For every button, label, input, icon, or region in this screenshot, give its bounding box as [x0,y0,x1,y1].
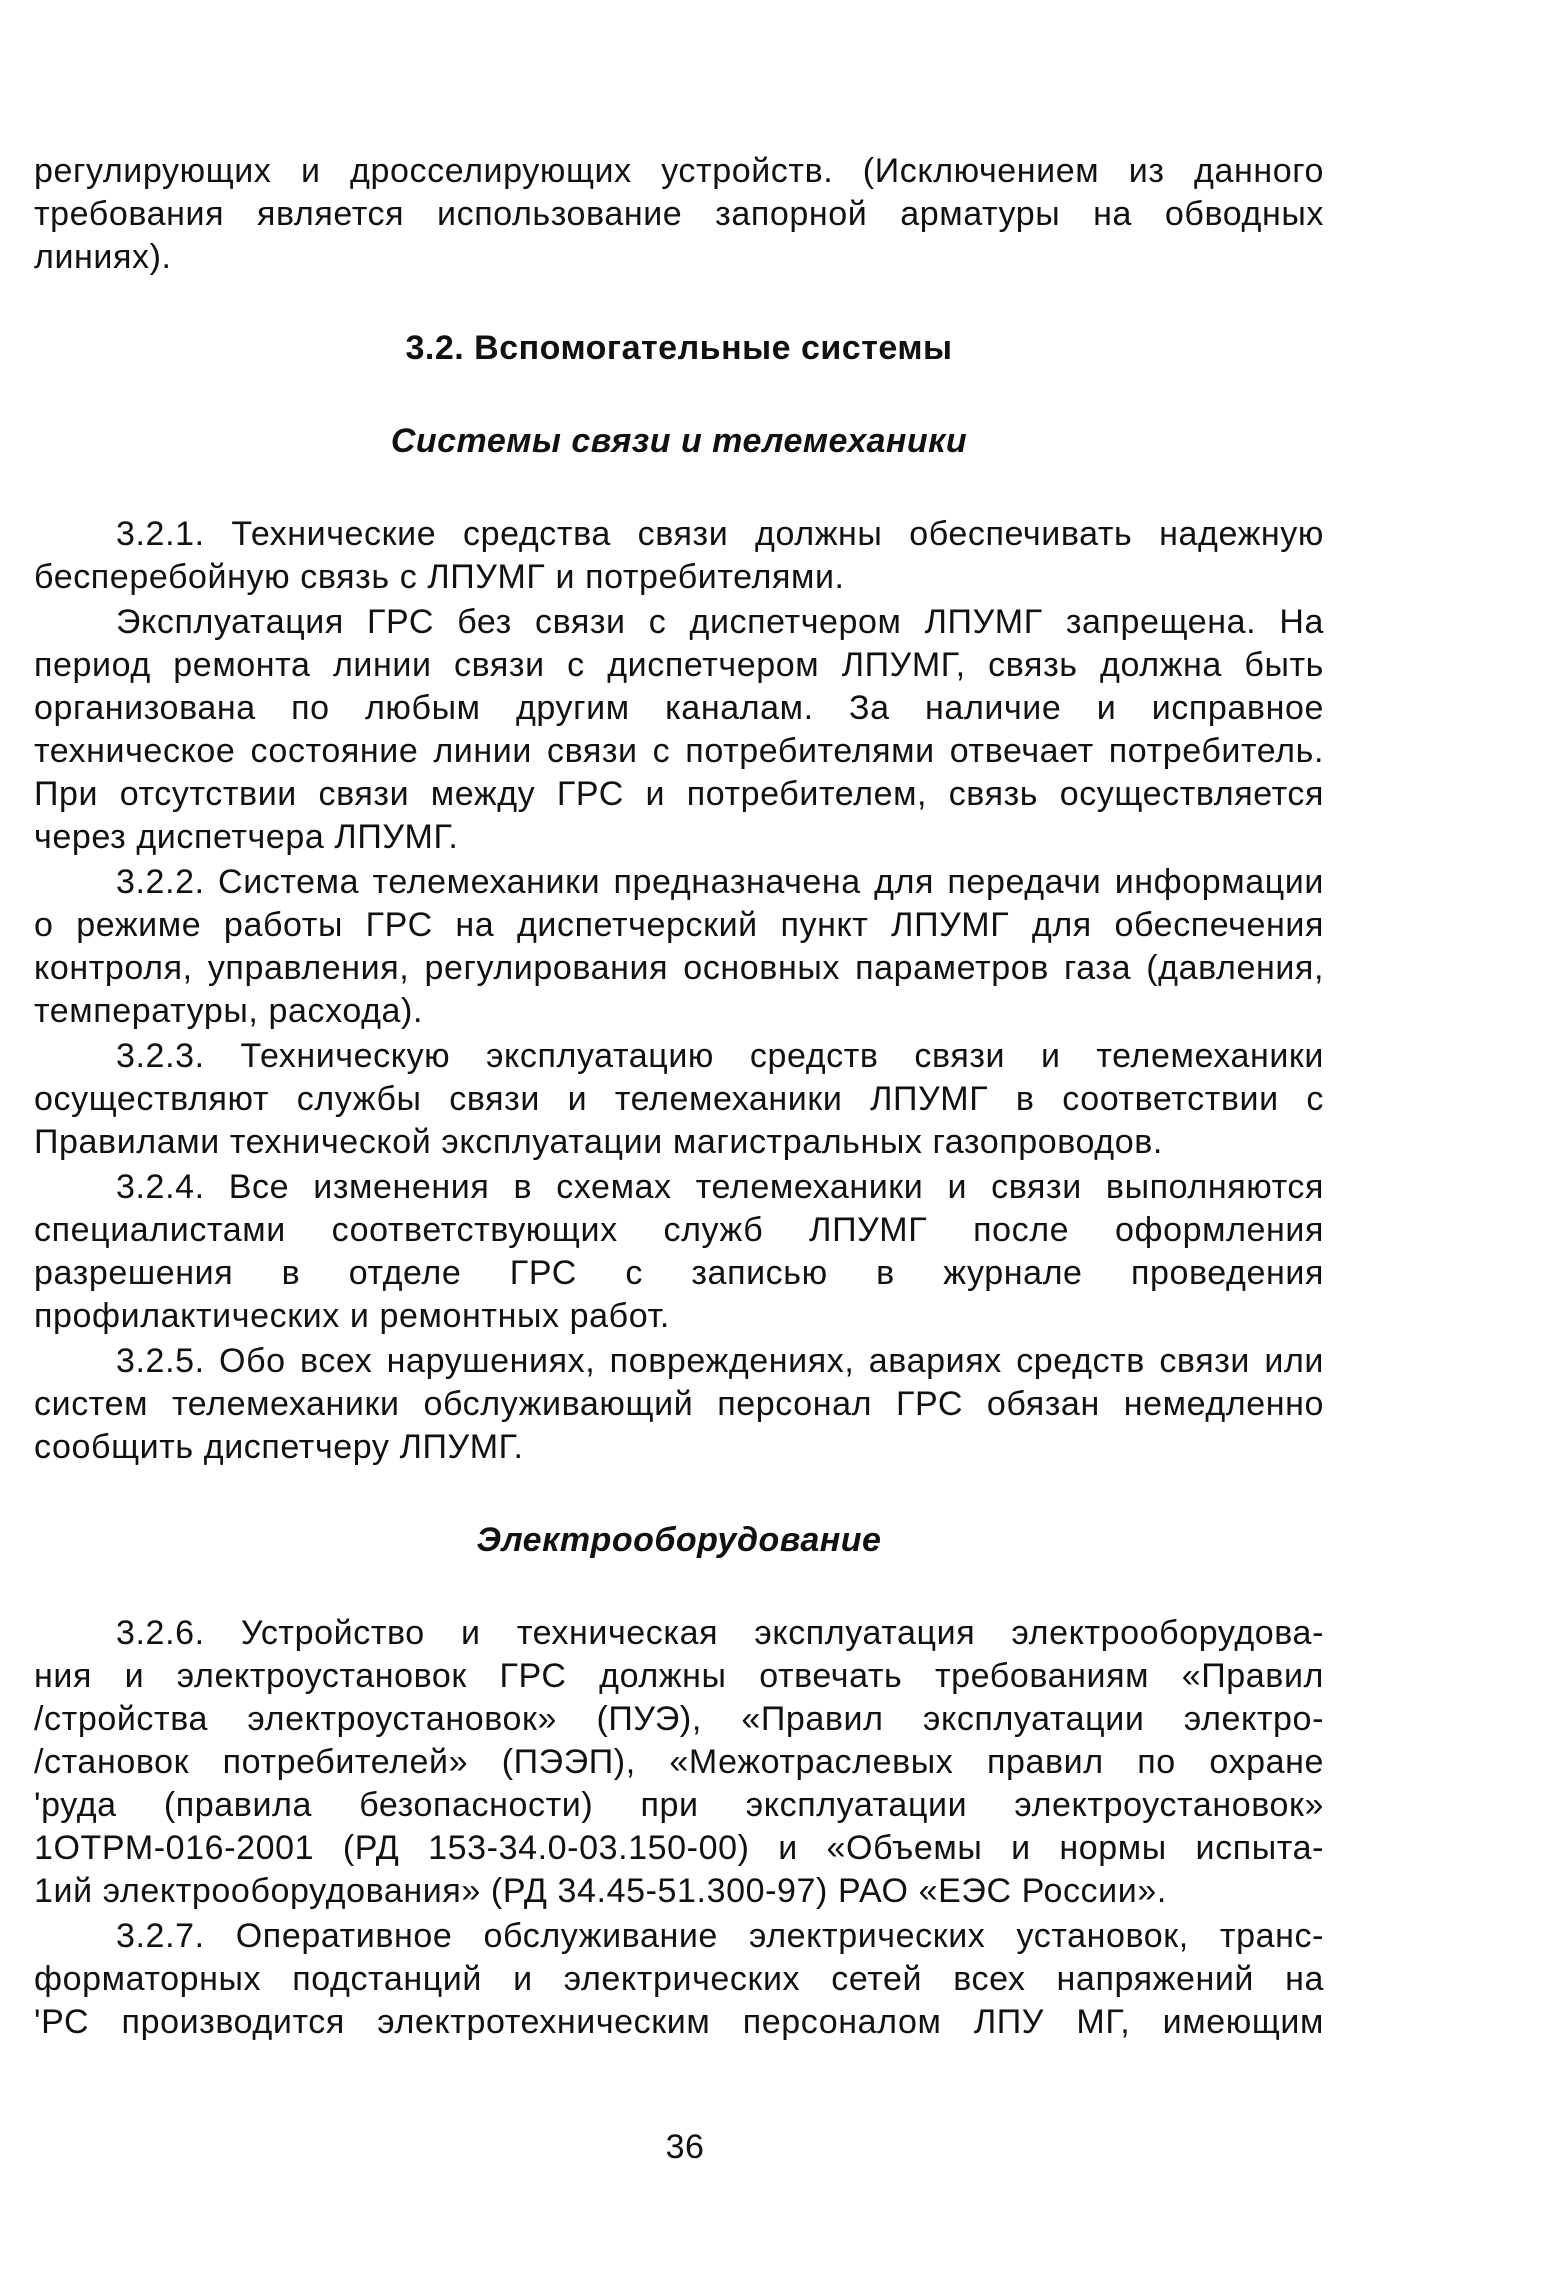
paragraph-3-2-5: 3.2.5. Обо всех нарушениях, повреждениях, авариях средств связи или систем телемеханики обслуживающий персонал ГРС обязан немедленно сообщить диспетчеру ЛПУМГ. [34,1342,1324,1466]
subsection-title-communications: Системы связи и телемеханики [390,422,968,460]
paragraph-3-2-4: 3.2.4. Все изменения в схемах телемеханики и связи выполняются специалистами соответствующих служб ЛПУМГ после оформления разрешения в отделе ГРС с записью в журнале проведения профилактических и ремонтных работ. [34,1168,1324,1335]
paragraph-3-2-3: 3.2.3. Техническую эксплуатацию средств связи и телемеханики осуществляют службы связи и телемеханики ЛПУМГ в соответствии с Правилами технической эксплуатации магистральных газопроводов. [34,1037,1324,1161]
paragraph-3-2-6-line: /стройства электроустановок» (ПУЭ), «Правил эксплуатации электро- [34,1700,1324,1738]
paragraph-3-2-7-line: 3.2.7. Оперативное обслуживание электрических установок, транс- [116,1917,1324,1955]
paragraph-3-2-6-line: 1ий электрооборудования» (РД 34.45-51.300-97) РАО «ЕЭС России». [34,1872,1167,1910]
paragraph-3-2-7 [34,1915,1324,2044]
paragraph-3-2-7-line: 'РС производится электротехническим персоналом ЛПУ МГ, имеющим [34,2003,1324,2041]
paragraph-operation: Эксплуатация ГРС без связи с диспетчером ЛПУМГ запрещена. На период ремонта линии связи с диспетчером ЛПУМГ, связь должна быть организована по любым другим каналам. За наличие и исправное техническое состояние линии связи с потребителями отвечает потребитель. При отсутствии связи между ГРС и потребителем, связь осуществляется через диспетчера ЛПУМГ. [34,603,1324,856]
intro-paragraph: регулирующих и дросселирующих устройств. (Исключением из данного требования является использование запорной арматуры на обводных линиях). [34,152,1324,276]
paragraph-3-2-6-line: 'руда (правила безопасности) при эксплуатации электроустановок» [34,1786,1324,1824]
subsection-title-electrical: Электрооборудование [476,1521,882,1559]
paragraph-3-2-1: 3.2.1. Технические средства связи должны обеспечивать надежную бесперебойную связь с ЛПУМГ и потребителями. [34,515,1324,596]
paragraph-3-2-7-line: форматорных подстанций и электрических сетей всех напряжений на [34,1960,1324,1998]
paragraph-3-2-6 [34,1612,1324,1913]
paragraph-3-2-6-line: ния и электроустановок ГРС должны отвечать требованиям «Правил [34,1657,1324,1695]
paragraph-3-2-6-line: 1ОТРМ-016-2001 (РД 153-34.0-03.150-00) и «Объемы и нормы испыта- [34,1829,1324,1867]
section-title: 3.2. Вспомогательные системы [405,329,953,367]
paragraph-3-2-6-line: /становок потребителей» (ПЭЭП), «Межотраслевых правил по охране [34,1743,1324,1781]
document-page [34,150,1324,2044]
paragraph-3-2-2: 3.2.2. Система телемеханики предназначена для передачи информации о режиме работы ГРС на диспетчерский пункт ЛПУМГ для обеспечения контроля, управления, регулирования основных параметров газа (давления, температуры, расхода). [34,863,1324,1030]
page-number: 36 [665,2128,705,2166]
paragraph-3-2-6-line: 3.2.6. Устройство и техническая эксплуатация электрооборудова- [116,1614,1324,1652]
